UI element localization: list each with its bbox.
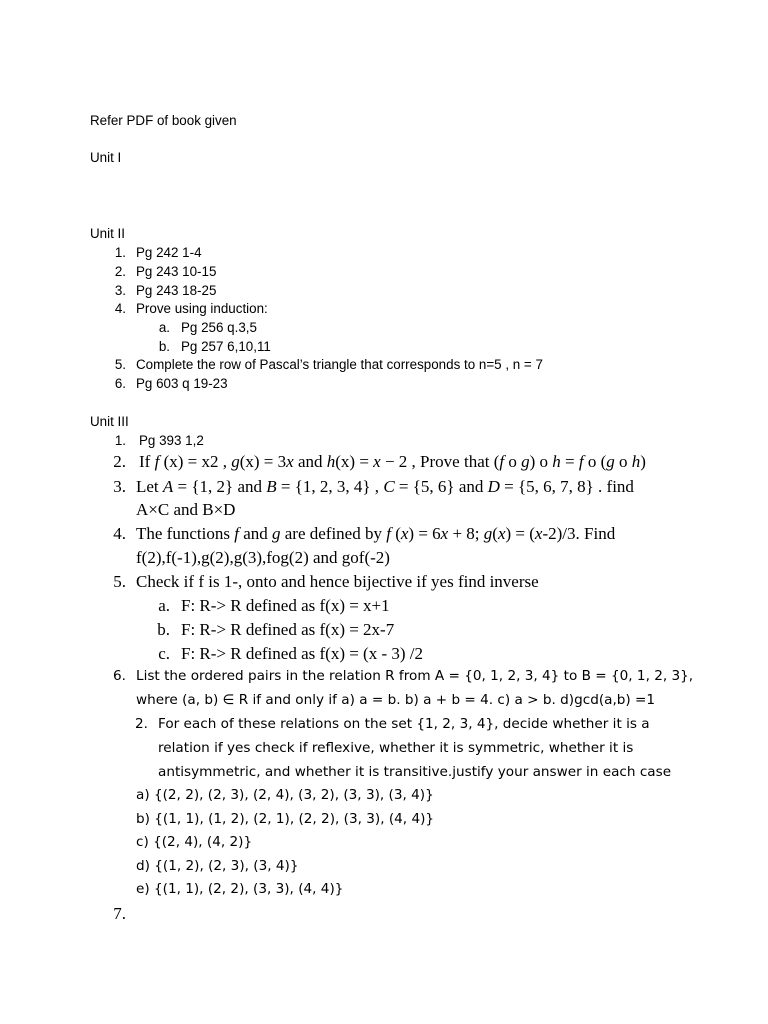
function-evaluation-problem-line-2: f(2),f(-1),g(2),g(3),fog(2) and gof(-2) [136,548,390,567]
sublist-item: F: R-> R defined as f(x) = 2x-7 [181,620,395,639]
sublist-letter: a. [158,596,170,615]
list-item: Prove using induction: [136,301,268,316]
list-number: 7. [113,904,126,923]
relation-properties-problem-line-2: relation if yes check if reflexive, whether it is symmetric, whether it is [158,740,634,756]
list-item: Pg 242 1-4 [136,245,202,260]
sublist-letter: b. [158,339,170,354]
list-item: Pg 243 10-15 [136,264,217,279]
bijection-problem: Check if f is 1-, onto and hence bijective if yes find inverse [136,572,539,591]
ordered-pairs-problem: List the ordered pairs in the relation R from A = {0, 1, 2, 3, 4} to B = {0, 1, 2, 3}, [136,668,694,684]
intro-text: Refer PDF of book given [90,113,237,128]
list-number: 3. [114,283,126,298]
relation-item: c) {(2, 4), (4, 2)} [136,834,253,850]
relation-item: a) {(2, 2), (2, 3), (2, 4), (3, 2), (3, 3), (3, 4)} [136,787,434,803]
sublist-letter: b. [157,620,170,639]
relation-item: e) {(1, 1), (2, 2), (3, 3), (4, 4)} [136,881,344,897]
list-number: 6. [113,668,126,684]
cartesian-product-problem: Let A = {1, 2} and B = {1, 2, 3, 4} , C = {5, 6} and D = {5, 6, 7, 8} . find [136,477,634,496]
list-number: 5. [113,572,126,591]
ordered-pairs-problem-line-2: where (a, b) ∈ R if and only if a) a = b. b) a + b = 4. c) a > b. d)gcd(a,b) =1 [136,692,656,708]
relation-item: b) {(1, 1), (1, 2), (2, 1), (2, 2), (3, 3), (4, 4)} [136,811,435,827]
cartesian-product-problem-line-2: A×C and B×D [136,500,236,519]
relation-properties-problem: For each of these relations on the set {1, 2, 3, 4}, decide whether it is a [158,716,650,732]
function-evaluation-problem: The functions f and g are defined by f (x) = 6x + 8; g(x) = (x-2)/3. Find [136,524,616,543]
list-item: Complete the row of Pascal’s triangle that corresponds to n=5 , n = 7 [136,357,543,372]
sublist-item: Pg 256 q.3,5 [181,320,257,335]
list-item: Pg 603 q 19-23 [136,376,228,391]
list-number: 3. [113,477,126,496]
list-number: 4. [113,524,126,543]
list-number: 1. [114,433,126,448]
sublist-letter: a. [158,320,170,335]
sublist-item: F: R-> R defined as f(x) = x+1 [181,596,390,615]
sublist-item: Pg 257 6,10,11 [181,339,271,354]
unit-3-heading: Unit III [90,414,129,429]
list-item: Pg 393 1,2 [139,433,204,448]
relation-properties-problem-line-3: antisymmetric, and whether it is transitive.justify your answer in each case [158,764,672,780]
list-number: 4. [114,301,126,316]
unit-1-heading: Unit I [90,150,122,165]
sublist-item: F: R-> R defined as f(x) = (x - 3) /2 [181,644,424,663]
list-number: 6. [114,376,126,391]
list-number: 2. [114,264,126,279]
list-number: 2. [135,716,148,732]
list-number: 1. [114,245,126,260]
list-item: Pg 243 18-25 [136,283,217,298]
function-composition-problem: If f (x) = x2 , g(x) = 3x and h(x) = x − 2 , Prove that (f ο g) ο h = f ο (g ο h) [139,452,646,471]
unit-2-heading: Unit II [90,226,125,241]
list-number: 5. [114,357,126,372]
list-number: 2. [113,452,126,471]
sublist-letter: c. [158,644,170,663]
relation-item: d) {(1, 2), (2, 3), (3, 4)} [136,858,299,874]
